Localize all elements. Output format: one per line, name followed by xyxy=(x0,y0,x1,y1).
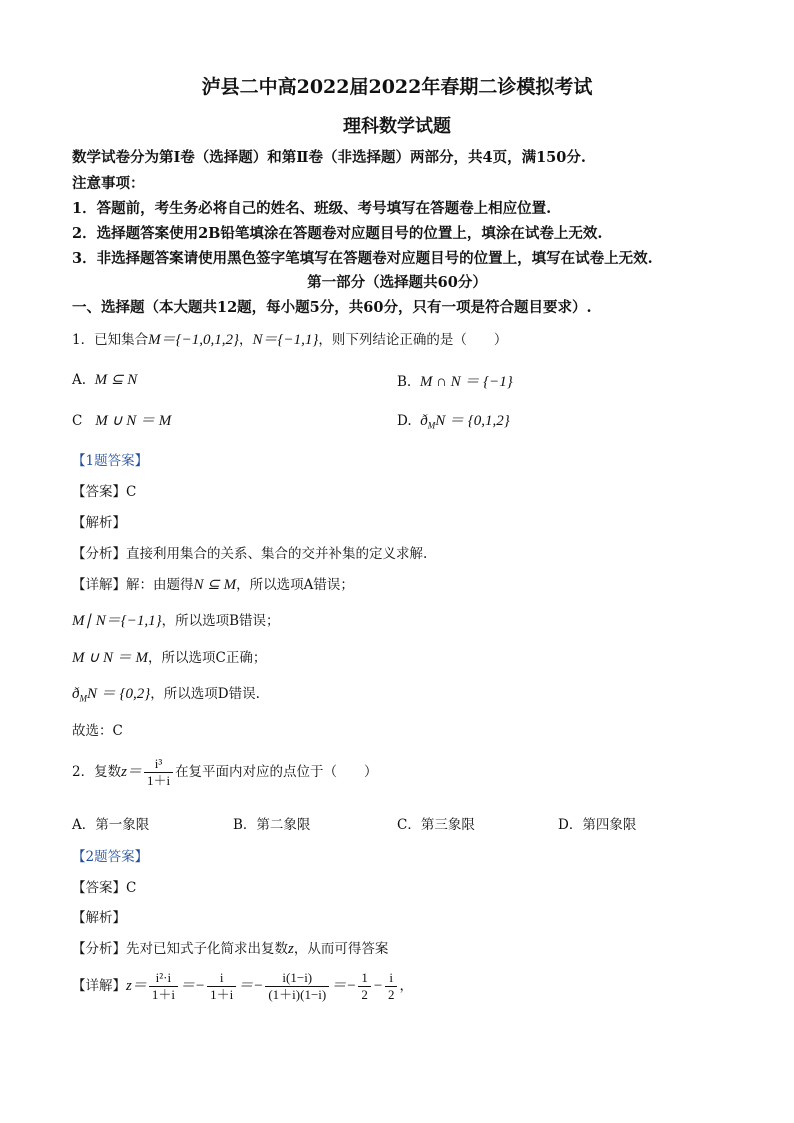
q2-fenxi-tag: 【分析】 xyxy=(72,941,126,957)
q2-fraction xyxy=(144,756,173,789)
q2-fraction-num: i³ xyxy=(144,756,173,773)
q2-detail-frac-1-den: 1＋i xyxy=(151,987,175,1002)
q1-detail-2-text: ，所以选项B错误； xyxy=(161,613,280,629)
q2-detail xyxy=(72,970,413,1003)
q1-stem-prefix: 1．已知集合 xyxy=(72,332,149,348)
q2-detail-frac-4-num: 1 xyxy=(358,970,371,987)
q1-sep: ， xyxy=(238,332,253,348)
q2-answer-tag: 【答案】 xyxy=(72,880,126,896)
q1-conclusion: 故选：C xyxy=(72,723,123,739)
part-heading: 第一部分（选择题共60分） xyxy=(307,274,487,291)
q1-detail-4 xyxy=(72,682,260,704)
q1-detail-4-symbol: ð xyxy=(72,686,80,702)
q2-detail-frac-2-num: i xyxy=(207,970,236,987)
q1-detail-3 xyxy=(72,646,266,667)
q1-detail-2 xyxy=(72,609,280,630)
q2-detail-frac-3-num: i(1−i) xyxy=(265,970,329,987)
q1-option-a xyxy=(72,370,137,389)
note-3: 3．非选择题答案请使用黑色签字笔填写在答题卷对应题目号的位置上，填写在试卷上无效. xyxy=(72,250,653,267)
q1-option-d-sub: M xyxy=(427,420,436,431)
q1-answer-value: C xyxy=(126,484,137,500)
q1-detail-tag: 【详解】 xyxy=(72,577,126,593)
q1-set-n: N＝{−1,1} xyxy=(252,332,319,348)
page-subtitle: 理科数学试题 xyxy=(343,116,451,137)
q2-detail-frac-3 xyxy=(265,970,329,1003)
q1-fenxi-text: 直接利用集合的关系、集合的交并补集的定义求解. xyxy=(126,546,428,562)
q2-answer xyxy=(72,876,136,896)
q1-detail-1-text: ，所以选项A错误； xyxy=(236,577,354,593)
q2-detail-frac-1 xyxy=(149,970,178,1003)
q1-option-a-label: A. xyxy=(72,372,87,388)
q2-analysis-tag: 【解析】 xyxy=(72,910,126,926)
q2-option-c: C．第三象限 xyxy=(397,817,475,833)
q1-option-a-text: M ⊆ N xyxy=(94,372,138,388)
q2-stem-prefix: 2．复数 xyxy=(72,764,122,780)
q1-answer xyxy=(72,480,136,500)
q1-answer-tag: 【答案】 xyxy=(72,484,126,500)
q1-option-b-text: M ∩ N ＝ {−1} xyxy=(419,374,513,390)
q2-detail-end: ， xyxy=(399,978,413,994)
q1-detail-4-text: ，所以选项D错误. xyxy=(150,686,260,702)
q1-set-m: M＝{−1,0,1,2} xyxy=(148,332,239,348)
q2-fenxi xyxy=(72,937,388,958)
q1-answer-block-tag: 【1题答案】 xyxy=(72,453,149,469)
q2-detail-frac-5-den: 2 xyxy=(387,987,395,1002)
q2-stem-suffix: 在复平面内对应的点位于（ ） xyxy=(175,764,378,780)
q2-detail-frac-4 xyxy=(358,970,371,1003)
q1-analysis-tag: 【解析】 xyxy=(72,515,126,531)
q1-option-d-label: D. xyxy=(397,413,412,429)
q2-detail-frac-5 xyxy=(385,970,398,1003)
intro-line: 数学试卷分为第Ⅰ卷（选择题）和第Ⅱ卷（非选择题）两部分，共4页，满150分. xyxy=(72,149,586,166)
q2-option-d: D．第四象限 xyxy=(558,817,637,833)
q2-option-b: B．第二象限 xyxy=(233,817,311,833)
q2-detail-frac-2 xyxy=(207,970,236,1003)
q2-fraction-den: 1＋i xyxy=(146,773,171,788)
q2-z-eq: z＝ xyxy=(121,764,142,780)
q1-fenxi xyxy=(72,542,427,562)
q1-option-b xyxy=(397,370,513,391)
q1-detail-4-math: N ＝ {0,2} xyxy=(87,686,151,702)
q2-detail-z: z＝ xyxy=(126,978,147,994)
q2-detail-minus: − xyxy=(372,978,383,994)
q1-detail-2-math: M∣ N＝{−1,1} xyxy=(72,613,162,629)
q2-detail-eq-1: ＝− xyxy=(179,978,206,994)
q1-fenxi-tag: 【分析】 xyxy=(72,546,126,562)
q1-detail-3-text: ，所以选项C正确； xyxy=(147,650,267,666)
q2-detail-eq-3: ＝− xyxy=(331,978,357,994)
q1-detail-1 xyxy=(72,573,354,594)
q2-detail-frac-4-den: 2 xyxy=(361,987,368,1002)
q2-fenxi-z: z xyxy=(288,941,294,957)
page-title: 泸县二中高2022届2022年春期二诊模拟考试 xyxy=(201,76,593,98)
q2-option-a: A．第一象限 xyxy=(72,817,150,833)
q2-detail-eq-2: ＝− xyxy=(238,978,264,994)
q1-option-c-text: M ∪ N ＝ M xyxy=(95,413,172,429)
q1-option-c-label: C xyxy=(72,413,83,429)
q1-option-b-label: B. xyxy=(397,374,412,390)
notes-title: 注意事项： xyxy=(72,175,145,192)
q2-stem xyxy=(72,756,378,789)
q2-answer-block-tag: 【2题答案】 xyxy=(72,849,149,865)
q1-option-d-symbol: ð xyxy=(420,413,428,429)
q1-detail-4-sub: M xyxy=(79,693,87,704)
q2-detail-tag: 【详解】 xyxy=(72,978,126,994)
q2-answer-value: C xyxy=(126,880,137,896)
q1-detail-1-prefix: 解：由题得 xyxy=(126,577,194,593)
q2-fenxi-text-b: ，从而可得答案 xyxy=(293,941,389,957)
section-heading: 一、选择题（本大题共12题，每小题5分，共60分，只有一项是符合题目要求）. xyxy=(72,299,592,316)
q1-option-d-text: N ＝ {0,1,2} xyxy=(435,413,510,429)
q1-stem-suffix: ，则下列结论正确的是（ ） xyxy=(318,332,508,348)
q2-detail-frac-5-num: i xyxy=(385,970,398,987)
q1-detail-3-math: M ∪ N ＝ M xyxy=(72,650,148,666)
q2-detail-frac-1-num: i²·i xyxy=(149,970,178,987)
q1-detail-1-math: N ⊆ M xyxy=(193,577,237,593)
note-2: 2．选择题答案使用2B铅笔填涂在答题卷对应题目号的位置上，填涂在试卷上无效. xyxy=(72,225,603,242)
q2-detail-frac-3-den: (1＋i)(1−i) xyxy=(268,987,327,1002)
q2-detail-frac-2-den: 1＋i xyxy=(210,987,234,1002)
q1-stem xyxy=(72,328,507,349)
note-1: 1．答题前，考生务必将自己的姓名、班级、考号填写在答题卷上相应位置. xyxy=(72,200,552,217)
q2-fenxi-text-a: 先对已知式子化简求出复数 xyxy=(126,941,288,957)
q1-option-c xyxy=(72,409,171,430)
q1-option-d xyxy=(397,409,510,431)
